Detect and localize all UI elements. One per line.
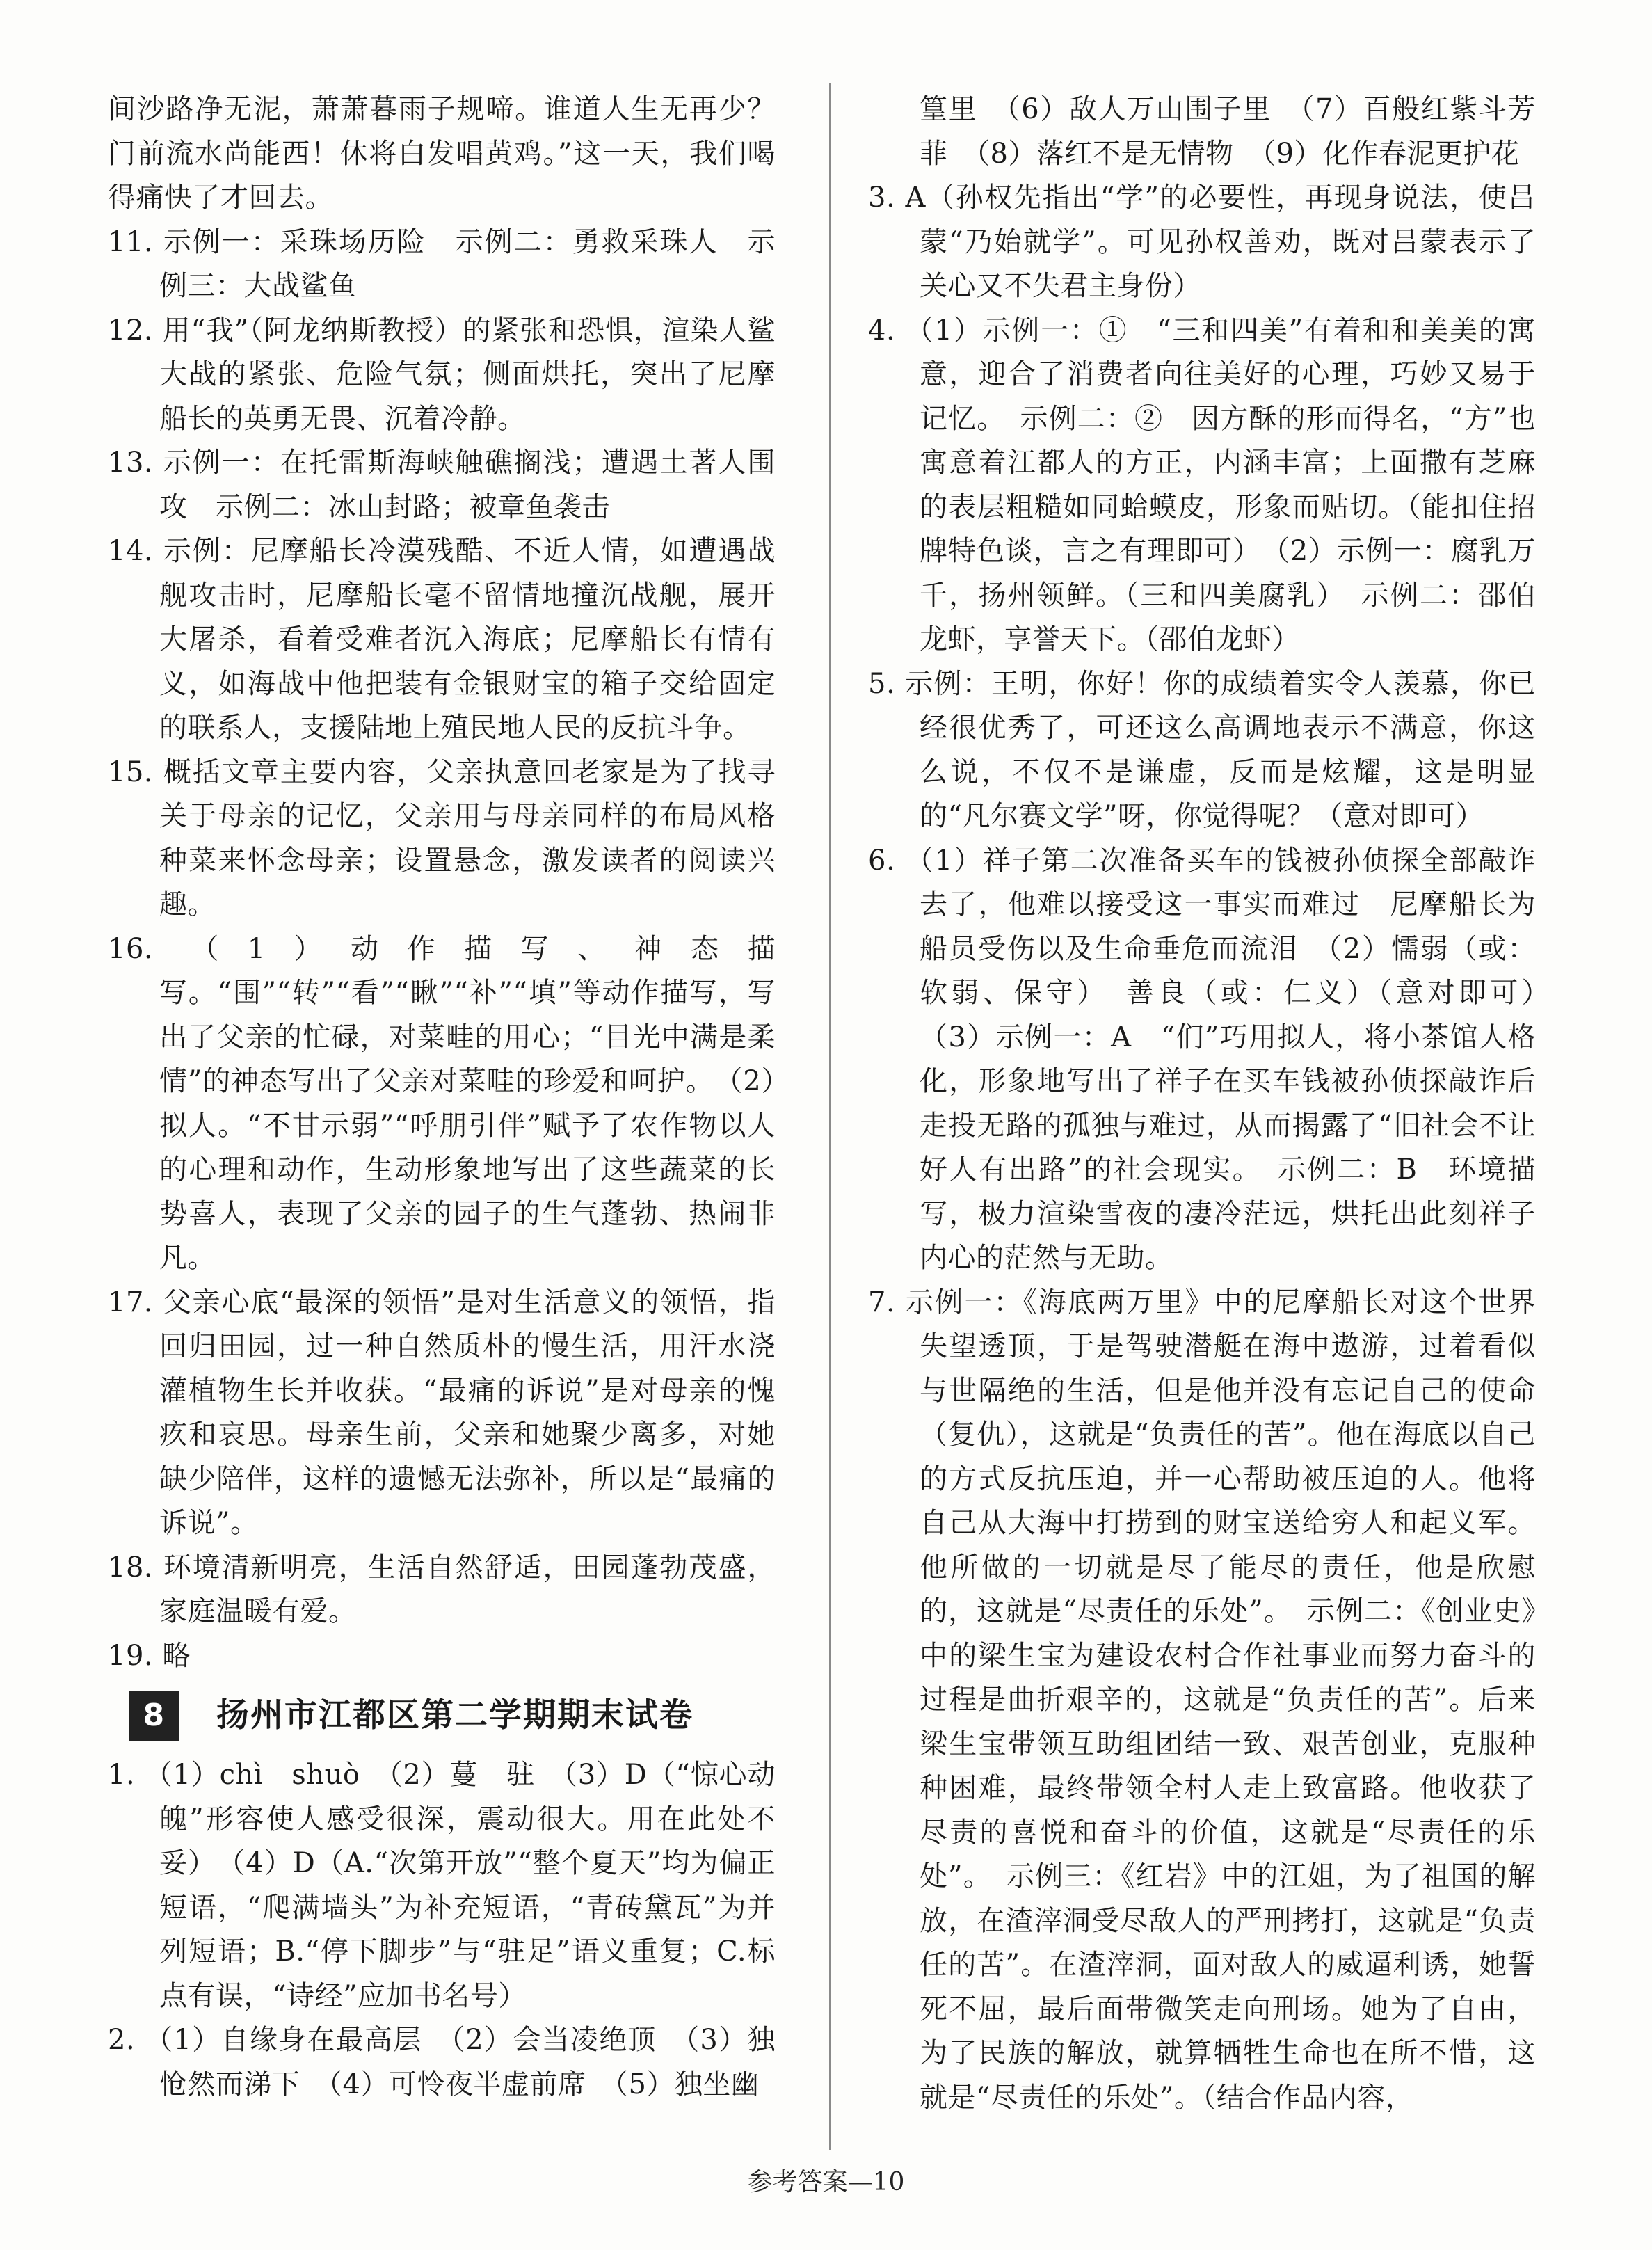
right-column (868, 88, 1564, 2120)
answer-item-16: 16. （1）动作描写、神态描写。“围”“转”“看”“瞅”“补”“填”等动作描写，写出了父亲的忙碌，对菜畦的用心；“目光中满是柔情”的神态写出了父亲对菜畦的珍爱和呵护。 （2）拟人。“不甘示弱”“呼朋引伴”赋予了农作物以人的心理和动作，生动形象地写出了这些蔬菜的长势喜人，表现了父亲的园子的生气蓬勃、热闹非凡。 (108, 932, 776, 1274)
section-answer-item-2: 2. （1）自缘身在最高层 （2）会当凌绝顶 （3）独怆然而涕下 （4）可怜夜半虚前席 （5）独坐幽 (108, 2024, 776, 2100)
answer-item-12: 12. 用“我”（阿龙纳斯教授）的紧张和恐惧，渲染人鲨大战的紧张、危险气氛；侧面烘托，突出了尼摩船长的英勇无畏、沉着冷静。 (108, 314, 776, 435)
answer-item-19: 19. 略 (108, 1639, 191, 1672)
answer-item-14: 14. 示例：尼摩船长冷漠残酷、不近人情，如遭遇战舰攻击时，尼摩船长毫不留情地撞沉战舰，展开大屠杀，看着受难者沉入海底；尼摩船长有情有义，如海战中他把装有金银财宝的箱子交给固定的联系人，支援陆地上殖民地人民的反抗斗争。 (108, 535, 776, 744)
section-answer-item-1: 1. （1）chì shuò （2）蔓 驻 （3）D（“惊心动魄”形容使人感受很深，震动很大。用在此处不妥） （4）D（A.“次第开放”“整个夏天”均为偏正短语，“爬满墙头”为补充短语，“青砖黛瓦”为并列短语；B.“停下脚步”与“驻足”语义重复；C.标点有误，“诗经”应加书名号） (108, 1759, 776, 2012)
column-divider (829, 83, 831, 2150)
answer-item-4: 4. （1）示例一：① “三和四美”有着和和美美的寓意，迎合了消费者向往美好的心理，巧妙又易于记忆。 示例二：② 因方酥的形而得名，“方”也寓意着江都人的方正，内涵丰富；上面撒有芝麻的表层粗糙如同蛤蟆皮，形象而贴切。（能扣住招牌特色谈，言之有理即可） （2）示例一：腐乳万千，扬州领鲜。（三和四美腐乳） 示例二：邵伯龙虾，享誉天下。（邵伯龙虾） (868, 314, 1536, 655)
left-column (108, 88, 776, 2107)
answer-item-3: 3. A（孙权先指出“学”的必要性，再现身说法，使吕蒙“乃始就学”。可见孙权善劝，既对吕蒙表示了关心又不失君主身份） (868, 182, 1536, 302)
section-number-badge: 8 (129, 1691, 179, 1741)
answer-item-13: 13. 示例一：在托雷斯海峡触礁搁浅；遭遇土著人围攻 示例二：冰山封路；被章鱼袭击 (108, 447, 776, 523)
answer-item-15: 15. 概括文章主要内容，父亲执意回老家是为了找寻关于母亲的记忆，父亲用与母亲同样的布局风格种菜来怀念母亲；设置悬念，激发读者的阅读兴趣。 (108, 756, 776, 920)
answer-item-11: 11. 示例一：采珠场历险 示例二：勇救采珠人 示例三：大战鲨鱼 (108, 225, 776, 302)
section-title: 扬州市江都区第二学期期末试卷 (216, 1696, 693, 1735)
intro-paragraph: 间沙路净无泥，萧萧暮雨子规啼。谁道人生无再少？门前流水尚能西！休将白发唱黄鸡。”这一天，我们喝得痛快了才回去。 (108, 93, 776, 214)
answer-item-17: 17. 父亲心底“最深的领悟”是对生活意义的领悟，指回归田园，过一种自然质朴的慢生活，用汗水浇灌植物生长并收获。“最痛的诉说”是对母亲的愧疚和哀思。母亲生前，父亲和她聚少离多，对她缺少陪伴，这样的遗憾无法弥补，所以是“最痛的诉说”。 (108, 1286, 776, 1539)
section-header (108, 1688, 776, 1744)
answer-item-7: 7. 示例一：《海底两万里》中的尼摩船长对这个世界失望透顶，于是驾驶潜艇在海中遨游，过着看似与世隔绝的生活，但是他并没有忘记自己的使命（复仇），这就是“负责任的苦”。他在海底以自己的方式反抗压迫，并一心帮助被压迫的人。他将自己从大海中打捞到的财宝送给穷人和起义军。他所做的一切就是尽了能尽的责任，他是欣慰的，这就是“尽责任的乐处”。 示例二：《创业史》中的梁生宝为建设农村合作社事业而努力奋斗的过程是曲折艰辛的，这就是“负责任的苦”。后来梁生宝带领互助组团结一致、艰苦创业，克服种种困难，最终带领全村人走上致富路。他收获了尽责的喜悦和奋斗的价值，这就是“尽责任的乐处”。 示例三：《红岩》中的江姐，为了祖国的解放，在渣滓洞受尽敌人的严刑拷打，这就是“负责任的苦”。在渣滓洞，面对敌人的威逼利诱，她誓死不屈，最后面带微笑走向刑场。她为了自由，为了民族的解放，就算牺牲生命也在所不惜，这就是“尽责任的乐处”。（结合作品内容， (868, 1286, 1536, 2114)
page-footer: 参考答案—10 (747, 2168, 905, 2196)
answer-item-6: 6. （1）祥子第二次准备买车的钱被孙侦探全部敲诈去了，他难以接受这一事实而难过 尼摩船长为船员受伤以及生命垂危而流泪 （2）懦弱（或：软弱、保守） 善良（或：仁义）（意对即可） （3）示例一：A “们”巧用拟人，将小茶馆人格化，形象地写出了祥子在买车钱被孙侦探敲诈后走投无路的孤独与难过，从而揭露了“旧社会不让好人有出路”的社会现实。 示例二：B 环境描写，极力渲染雪夜的凄冷茫远，烘托出此刻祥子内心的茫然与无助。 (868, 844, 1564, 1274)
answer-item-5: 5. 示例：王明，你好！你的成绩着实令人羡慕，你已经很优秀了，可还这么高调地表示不满意，你这么说，不仅不是谦虚，反而是炫耀，这是明显的“凡尔赛文学”呀，你觉得呢？（意对即可） (868, 667, 1536, 832)
answer-item-2-continuation: 篁里 （6）敌人万山围子里 （7）百般红紫斗芳菲 （8）落红不是无情物 （9）化作春泥更护花 (920, 93, 1536, 170)
answer-item-18: 18. 环境清新明亮，生活自然舒适，田园蓬勃茂盛，家庭温暖有爱。 (108, 1551, 776, 1627)
